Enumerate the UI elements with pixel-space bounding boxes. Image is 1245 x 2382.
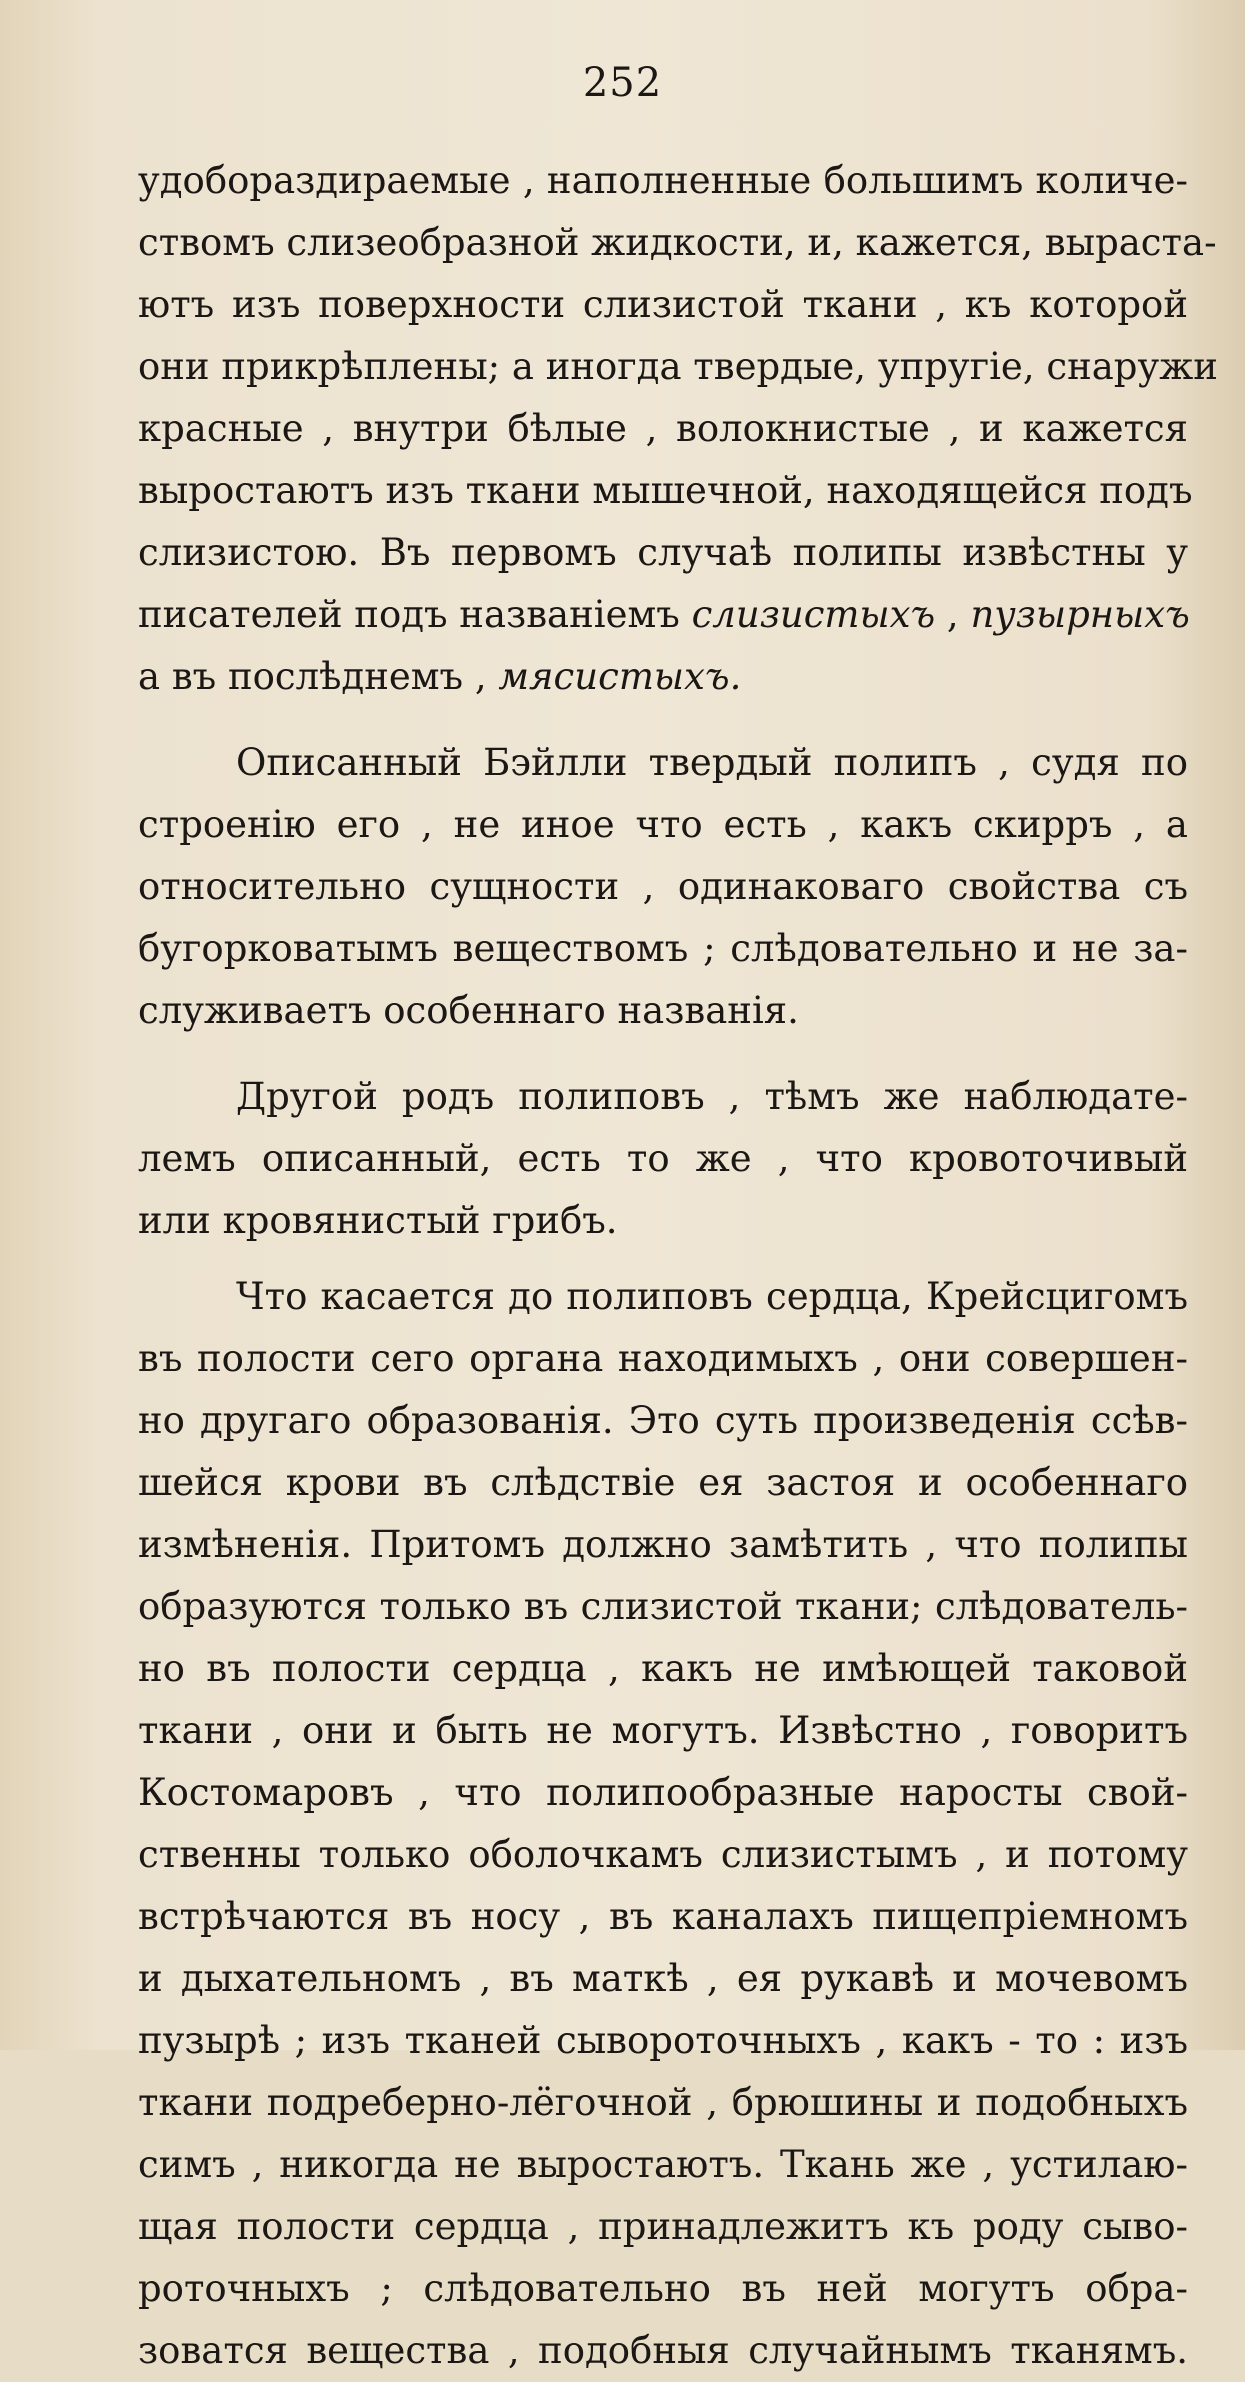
body-text bbox=[138, 150, 1218, 2382]
text-line: но въ полости сердца , какъ не имѣющей таковой bbox=[138, 1647, 1188, 1690]
text-line: щая полости сердца , принадлежитъ къ роду сыво- bbox=[138, 2205, 1188, 2248]
text-line: измѣненія. Притомъ должно замѣтить , что полипы bbox=[138, 1523, 1188, 1566]
text-line: шейся крови въ слѣдствіе ея застоя и особеннаго bbox=[138, 1461, 1188, 1504]
text-line: бугорковатымъ веществомъ ; слѣдовательно и не за- bbox=[138, 927, 1188, 970]
text-line: Описанный Бэйлли твердый полипъ , судя по bbox=[236, 741, 1188, 784]
text-fragment: писателей подъ названіемъ bbox=[138, 593, 680, 636]
italic-term: пузырныхъ bbox=[970, 593, 1190, 636]
text-line: въ полости сего органа находимыхъ , они совершен- bbox=[138, 1337, 1188, 1380]
text-line: слизистою. Въ первомъ случаѣ полипы извѣстны у bbox=[138, 531, 1188, 574]
text-line: красные , внутри бѣлые , волокнистые , и кажется bbox=[138, 407, 1188, 450]
text-line: ткани , они и быть не могутъ. Извѣстно , говоритъ bbox=[138, 1709, 1188, 1752]
text-line: ткани подреберно-лёгочной , брюшины и подобныхъ bbox=[138, 2081, 1188, 2124]
page-number: 252 bbox=[582, 60, 663, 106]
text-line: они прикрѣплены; а иногда твердые, упругіе, снаружи bbox=[138, 345, 1218, 388]
text-line: ствомъ слизеобразной жидкости, и, кажется, выраста- bbox=[138, 221, 1217, 264]
text-line: симъ , никогда не выростаютъ. Ткань же , устилаю- bbox=[138, 2143, 1188, 2186]
text-line: лемъ описанный, есть то же , что кровоточивый bbox=[138, 1137, 1188, 1180]
text-line: относительно сущности , одинаковаго свойства съ bbox=[138, 865, 1188, 908]
text-line: но другаго образованія. Это суть произведенія ссѣв- bbox=[138, 1399, 1188, 1442]
text-line: ютъ изъ поверхности слизистой ткани , къ которой bbox=[138, 283, 1188, 326]
text-line: зоватся вещества , подобныя случайнымъ тканямъ. bbox=[138, 2329, 1188, 2372]
text-line: образуются только въ слизистой ткани; слѣдователь- bbox=[138, 1585, 1188, 1628]
italic-term: слизистыхъ bbox=[691, 593, 936, 636]
text-fragment: а въ послѣднемъ , bbox=[138, 655, 487, 698]
paragraph-1 bbox=[138, 150, 1218, 708]
text-line: встрѣчаются въ носу , въ каналахъ пищепріемномъ bbox=[138, 1895, 1188, 1938]
text-line: или кровянистый грибъ. bbox=[138, 1199, 618, 1242]
text-line: служиваетъ особеннаго названія. bbox=[138, 989, 799, 1032]
text-line: строенію его , не иное что есть , какъ скирръ , а bbox=[138, 803, 1188, 846]
text-line: пузырѣ ; изъ тканей сывороточныхъ , какъ - то : изъ bbox=[138, 2019, 1188, 2062]
text-line: удобораздираемые , наполненные большимъ количе- bbox=[138, 159, 1188, 202]
text-line: Что касается до полиповъ сердца, Крейсцигомъ bbox=[236, 1275, 1188, 1318]
text-line: Костомаровъ , что полипообразные наросты свой- bbox=[138, 1771, 1188, 1814]
paragraph-4 bbox=[138, 1266, 1188, 2382]
text-line: ственны только оболочкамъ слизистымъ , и потому bbox=[138, 1833, 1188, 1876]
text-line-with-italics bbox=[138, 646, 1188, 708]
text-line-with-italics: писателей подъ названіемъ слизистыхъ , пузырныхъ bbox=[138, 593, 1190, 636]
italic-term: мясистыхъ. bbox=[498, 655, 742, 698]
text-line: Другой родъ полиповъ , тѣмъ же наблюдате- bbox=[236, 1075, 1188, 1118]
paragraph-2 bbox=[138, 732, 1188, 1042]
text-line: роточныхъ ; слѣдовательно въ ней могутъ обра- bbox=[138, 2267, 1188, 2310]
text-line: выростаютъ изъ ткани мышечной, находящейся подъ bbox=[138, 469, 1193, 512]
paragraph-3 bbox=[138, 1066, 1188, 1252]
text-line: и дыхательномъ , въ маткѣ , ея рукавѣ и мочевомъ bbox=[138, 1957, 1188, 2000]
